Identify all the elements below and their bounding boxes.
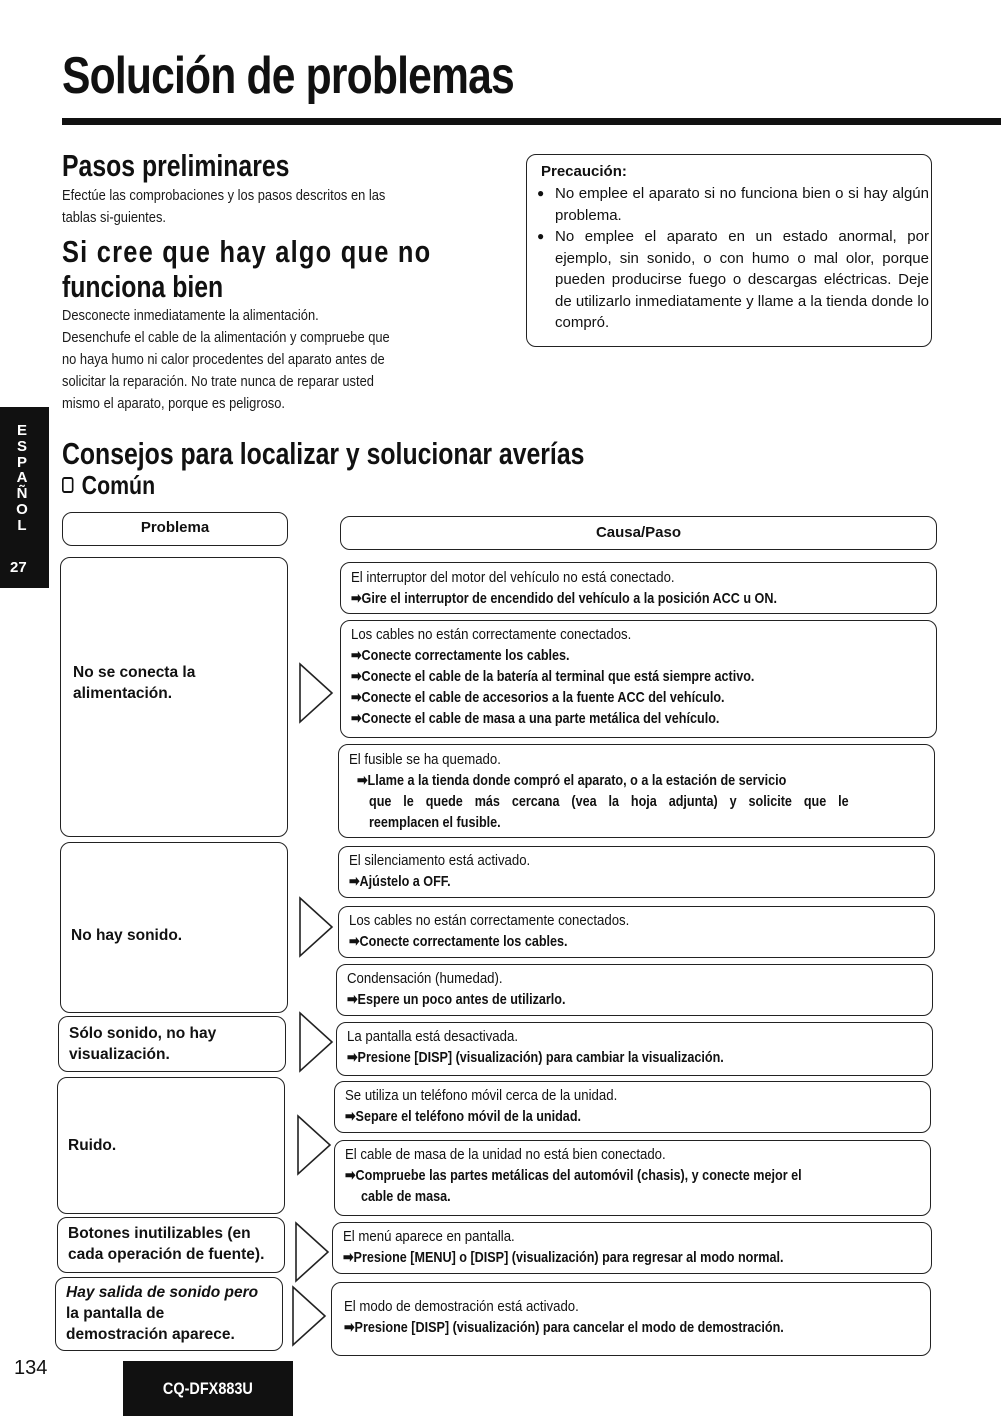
- model-badge: CQ-DFX883U: [123, 1361, 293, 1416]
- tips-heading: Consejos para localizar y solucionar averías: [62, 436, 585, 471]
- caution-box: [526, 154, 932, 347]
- triangle-arrow-icon: [291, 1285, 327, 1347]
- problem-box: [60, 557, 288, 837]
- column-header-problem: Problema: [62, 512, 288, 546]
- malfunction-text: Desconecte inmediatamente la alimentación. Desenchufe el cable de la alimentación y compruebe que no haya humo ni calor procedentes del aparato antes de solicitar la reparación. No trate nunca de reparar usted mismo el aparato, porque es peligroso.: [62, 307, 390, 412]
- triangle-arrow-icon: [296, 1114, 332, 1176]
- cause-box: [340, 620, 937, 738]
- problem-label: Sólo sonido, no hay visualización.: [69, 1025, 217, 1063]
- cause-text: Condensación (humedad). ➡Espere un poco antes de utilizarlo.: [347, 970, 566, 1008]
- cause-box: [334, 1140, 931, 1216]
- preliminary-text: Efectúe las comprobaciones y los pasos descritos en las tablas si-guientes.: [62, 187, 386, 226]
- problem-box: [60, 842, 288, 1013]
- page-number: 134: [14, 1357, 48, 1379]
- language-tab: [0, 407, 49, 588]
- cause-box: [340, 562, 937, 614]
- cause-box: [338, 846, 935, 898]
- caution-list: [537, 183, 929, 334]
- cause-box: [336, 964, 933, 1016]
- preliminary-heading: Pasos preliminares: [62, 148, 290, 183]
- cause-text: Los cables no están correctamente conectados. ➡Conecte correctamente los cables. ➡Conecte el cable de la batería al terminal que está siempre activo. ➡Conecte el cable de accesorios a la fuente ACC del vehículo. ➡Conecte el cable de masa a una parte metálica del vehículo.: [351, 626, 755, 727]
- problem-box: [57, 1217, 285, 1273]
- caution-item: ● No emplee el aparato si no funciona bien o si hay algún problema.: [537, 183, 929, 226]
- column-header-cause: Causa/Paso: [340, 516, 937, 550]
- cause-text: La pantalla está desactivada. ➡Presione [DISP] (visualización) para cambiar la visualización.: [347, 1028, 724, 1066]
- malfunction-heading-line2: funciona bien: [62, 269, 224, 304]
- triangle-arrow-icon: [298, 896, 334, 958]
- problem-box: [57, 1077, 285, 1214]
- triangle-arrow-icon: [298, 662, 334, 724]
- cause-box: [338, 744, 935, 838]
- triangle-arrow-icon: [294, 1221, 330, 1283]
- square-icon: [62, 477, 73, 493]
- cause-text: El cable de masa de la unidad no está bien conectado. ➡Compruebe las partes metálicas del automóvil (chasis), y conecte mejor el cable de masa.: [345, 1146, 802, 1205]
- cause-text: El modo de demostración está activado. ➡Presione [DISP] (visualización) para cancelar el modo de demostración.: [344, 1298, 784, 1336]
- cause-box: [331, 1282, 931, 1356]
- section-page-number: 27: [10, 559, 27, 576]
- problem-label: No hay sonido.: [71, 927, 183, 944]
- cause-text: El interruptor del motor del vehículo no está conectado. ➡Gire el interruptor de encendido del vehículo a la posición ACC u ON.: [351, 569, 777, 607]
- problem-label: Ruido.: [68, 1137, 117, 1154]
- problem-box: [55, 1277, 283, 1351]
- caution-title: Precaución:: [541, 163, 627, 180]
- cause-box: [332, 1222, 932, 1274]
- caution-item: ● No emplee el aparato en un estado anormal, por ejemplo, sin sonido, o con humo o mal olor, porque pueden producirse fuego o descargas eléctricas. Deje de utilizarlo inmediatamente y llame a la tienda donde lo compró.: [537, 226, 929, 334]
- cause-text: Se utiliza un teléfono móvil cerca de la unidad. ➡Separe el teléfono móvil de la unidad.: [345, 1087, 618, 1125]
- tips-subheading: Común: [62, 470, 155, 501]
- problem-label: No se conecta la alimentación.: [73, 664, 196, 702]
- cause-text: Los cables no están correctamente conectados. ➡Conecte correctamente los cables.: [349, 912, 630, 950]
- page-title: Solución de problemas: [62, 47, 514, 105]
- title-rule: [62, 118, 1001, 125]
- malfunction-heading-line1: Si cree que hay algo que no: [62, 234, 432, 269]
- cause-box: [334, 1081, 931, 1133]
- problem-label: Hay salida de sonido pero: [66, 1284, 259, 1301]
- cause-text: El fusible se ha quemado. ➡Llame a la tienda donde compró el aparato, o a la estación de servicio que le quede más cercana (vea la hoja adjunta) y solicite que le reemplacen el fusible.: [349, 751, 849, 831]
- cause-text: El menú aparece en pantalla. ➡Presione [MENU] o [DISP] (visualización) para regresar al modo normal.: [343, 1228, 784, 1266]
- cause-box: [336, 1022, 933, 1076]
- problem-label: Botones inutilizables (en cada operación de fuente).: [68, 1225, 265, 1263]
- cause-box: [338, 906, 935, 958]
- language-letters: E S P A Ñ O L: [16, 422, 28, 534]
- cause-text: El silenciamento está activado. ➡Ajústelo a OFF.: [349, 852, 531, 890]
- problem-box: [58, 1016, 286, 1072]
- problem-label: la pantalla de demostración aparece.: [66, 1305, 235, 1343]
- triangle-arrow-icon: [298, 1011, 334, 1073]
